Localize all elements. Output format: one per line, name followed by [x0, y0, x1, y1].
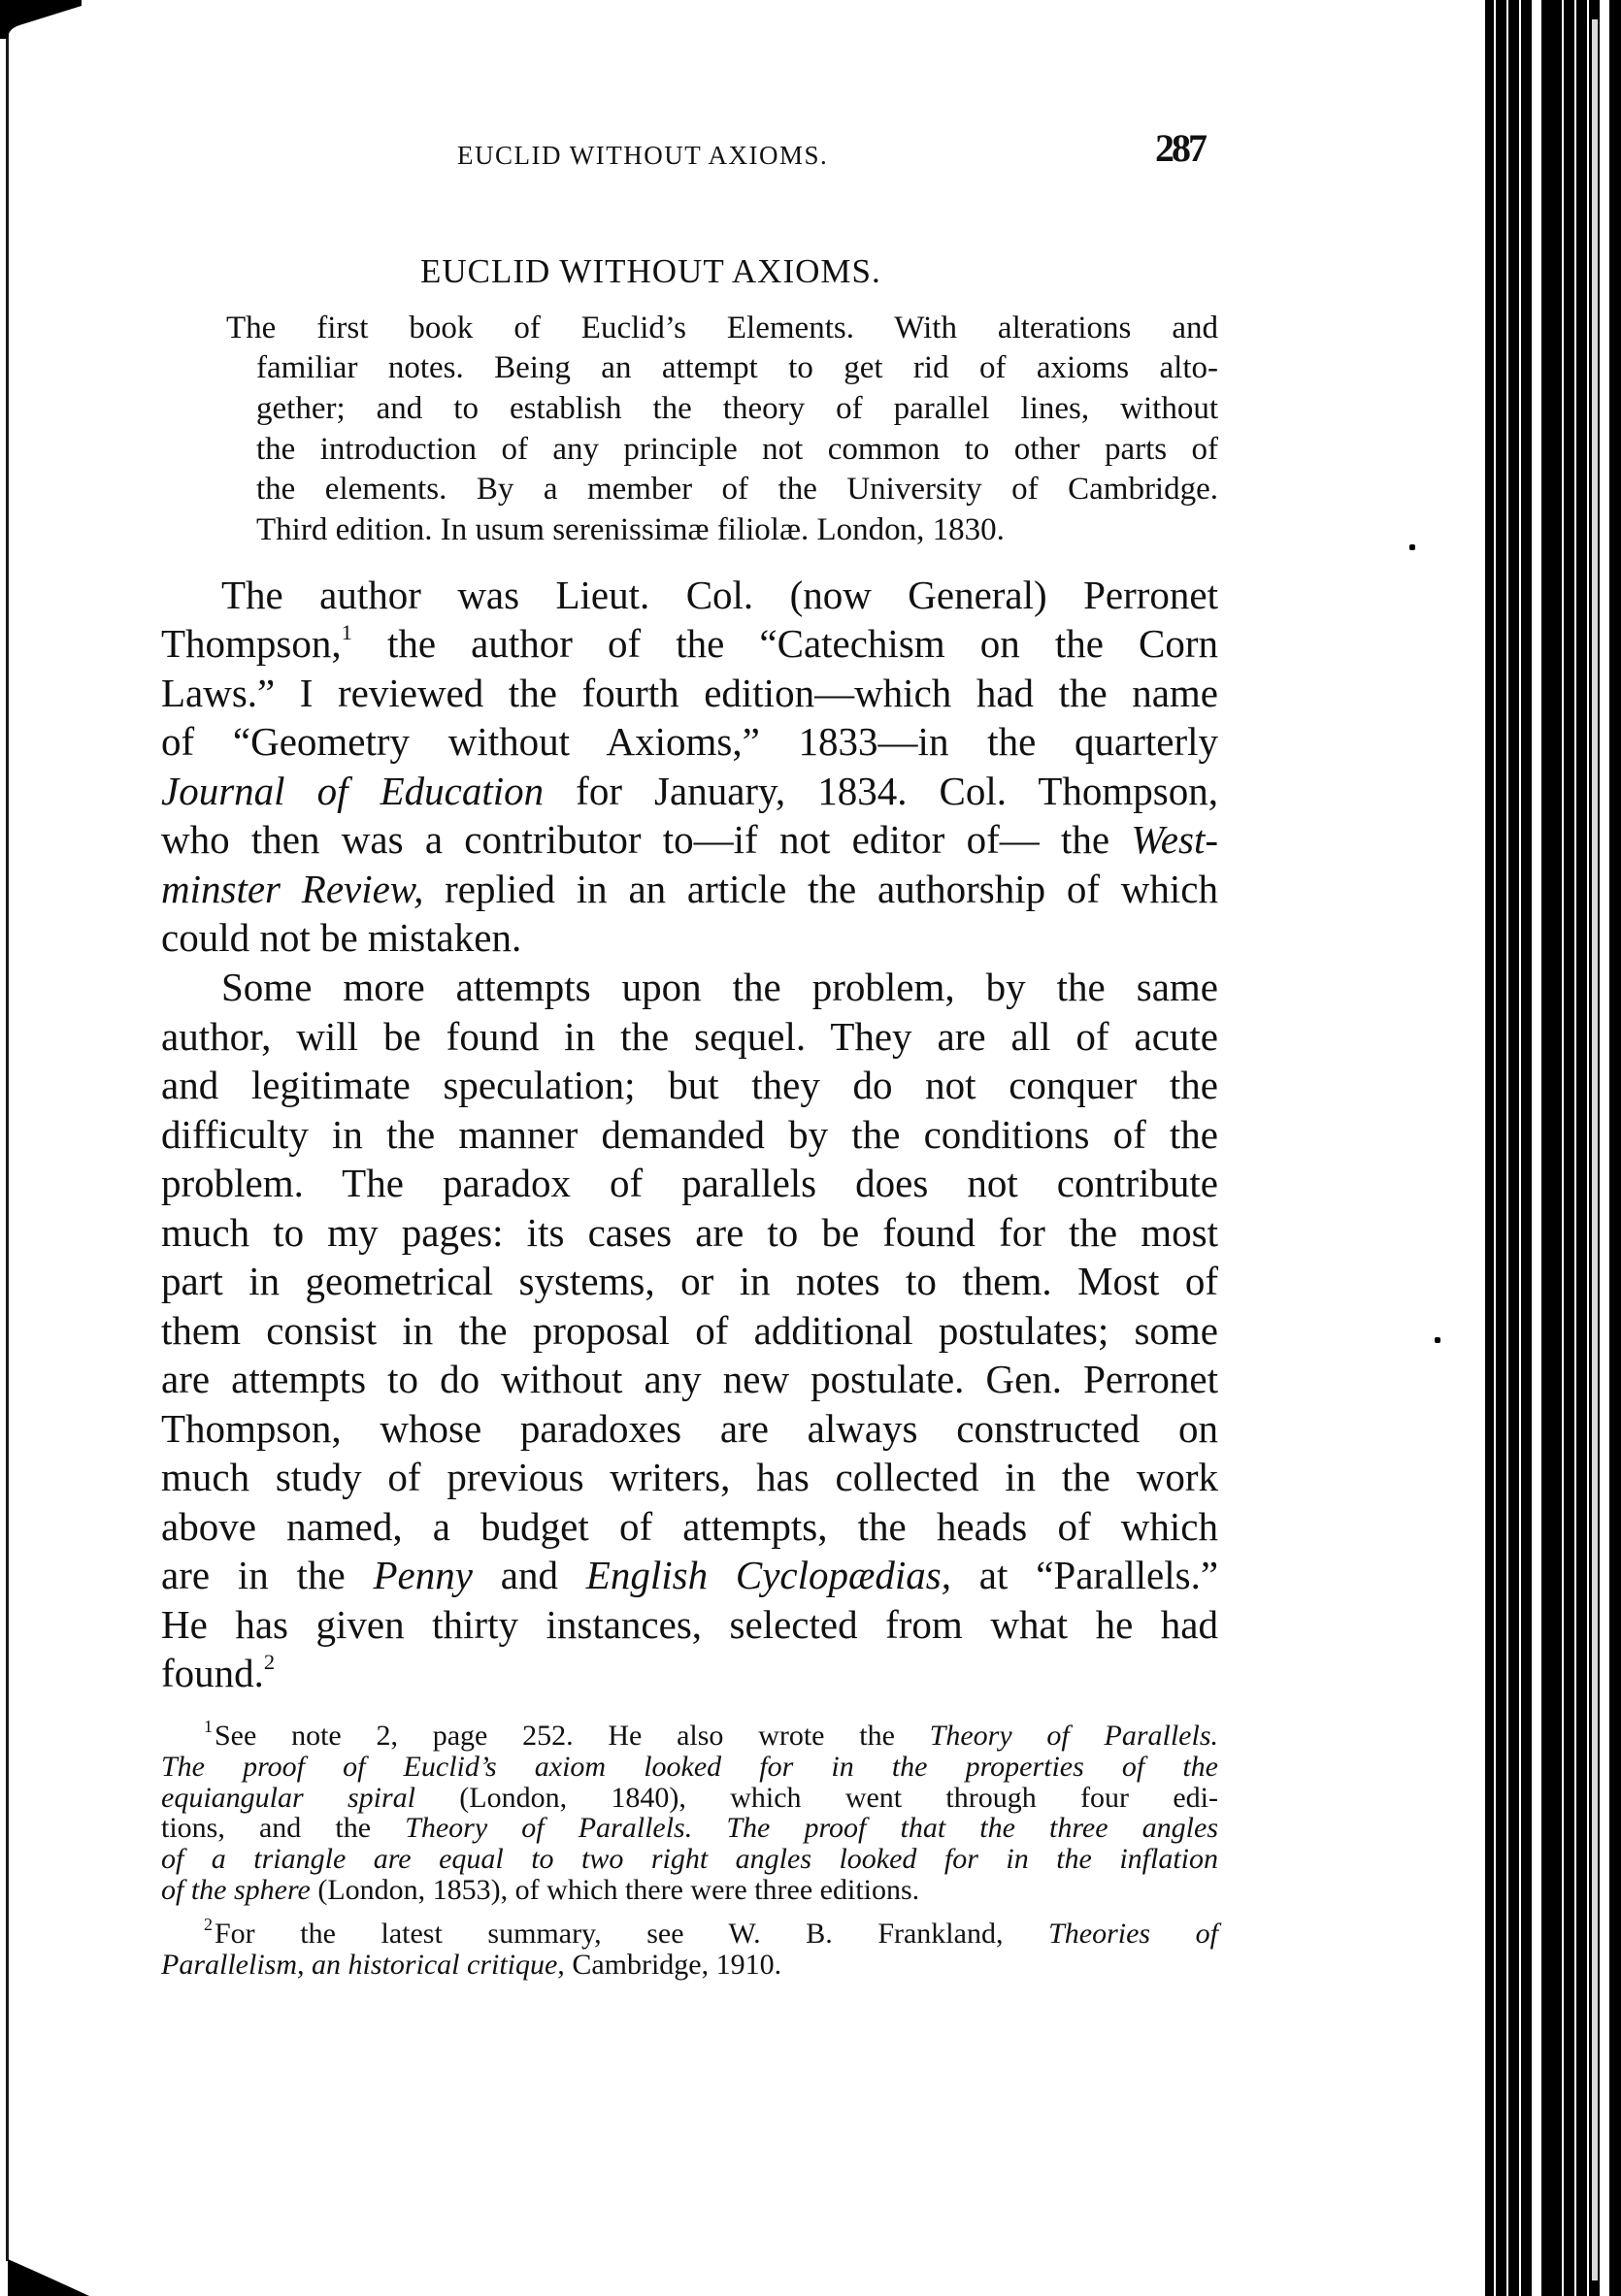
citation-line: The first book of Euclid’s Elements. With alterations and	[226, 311, 1218, 345]
body-line: author, will be found in the sequel. They are all of acute	[161, 1014, 1218, 1059]
book-spine-highlight	[1592, 19, 1598, 2280]
body-line: Laws.” I reviewed the fourth edition—which had the name	[161, 671, 1218, 715]
footnote-1-line: The proof of Euclid’s axiom looked for in the properties of the	[161, 1751, 1218, 1783]
body-line: found.$^2$	[161, 1649, 276, 1695]
body-line: Thompson,$^1$ the author of the “Catechism on the Corn	[161, 619, 1218, 666]
body-line: Thompson, whose paradoxes are always constructed on	[161, 1406, 1218, 1451]
citation-line: gether; and to establish the theory of parallel lines, without	[256, 391, 1218, 426]
citation-line: familiar notes. Being an attempt to get rid of axioms alto-	[256, 350, 1218, 385]
body-line: problem. The paradox of parallels does not contribute	[161, 1161, 1218, 1205]
footnote-1-line: equiangular spiral (London, 1840), which went through four edi-	[161, 1782, 1218, 1814]
body-line: who then was a contributor to—if not editor of— the West-	[161, 817, 1218, 862]
scan-speck	[1435, 1337, 1440, 1343]
body-line: Some more attempts upon the problem, by the same	[221, 965, 1218, 1009]
footnote-marker-1: 1	[204, 1716, 213, 1736]
page-left-edge-line	[6, 29, 9, 2261]
body-line: much study of previous writers, has collected in the work	[161, 1455, 1218, 1499]
section-title: EUCLID WITHOUT AXIOMS.	[420, 252, 881, 290]
body-line: He has given thirty instances, selected from what he had	[161, 1602, 1218, 1647]
body-line: Journal of Education for January, 1834. Col. Thompson,	[161, 769, 1218, 813]
body-line: difficulty in the manner demanded by the conditions of the	[161, 1112, 1218, 1157]
body-line: above named, a budget of attempts, the heads of which	[161, 1504, 1218, 1549]
body-line: are in the Penny and English Cyclopædias, at “Parallels.”	[161, 1553, 1219, 1597]
scan-corner-top-left	[0, 0, 87, 39]
footnote-ref-2[interactable]: 2	[263, 1649, 276, 1674]
body-line: are attempts to do without any new postulate. Gen. Perronet	[161, 1357, 1218, 1401]
body-line: minster Review, replied in an article the authorship of which	[161, 867, 1218, 911]
citation-line: Third edition. In usum serenissimæ filiolæ. London, 1830.	[256, 512, 1005, 547]
citation-line: the elements. By a member of the University of Cambridge.	[256, 472, 1218, 507]
page-number: 287	[1155, 126, 1205, 170]
footnote-marker-2: 2	[204, 1914, 213, 1934]
body-line: them consist in the proposal of additional postulates; some	[161, 1308, 1218, 1353]
book-spine-shadow	[1485, 0, 1621, 2296]
body-line: could not be mistaken.	[161, 915, 522, 960]
footnote-1-line: tions, and the Theory of Parallels. The proof that the three angles	[161, 1812, 1219, 1844]
body-line: part in geometrical systems, or in notes to them. Most of	[161, 1259, 1218, 1303]
running-header-title: EUCLID WITHOUT AXIOMS.	[457, 141, 829, 170]
footnote-1-line: of a triangle are equal to two right angles looked for in the inflation	[161, 1843, 1218, 1875]
body-line: and legitimate speculation; but they do not conquer the	[161, 1063, 1218, 1107]
body-line: The author was Lieut. Col. (now General) Perronet	[221, 573, 1218, 617]
scan-corner-bottom-left	[0, 2251, 92, 2296]
body-line: of “Geometry without Axioms,” 1833—in the quarterly	[161, 719, 1218, 764]
footnote-ref-1[interactable]: 1	[341, 619, 352, 644]
footnote-2-line: $^2$For the latest summary, see W. B. Frankland, Theories of	[204, 1914, 1218, 1950]
footnote-1-line: of the sphere (London, 1853), of which there were three editions.	[161, 1874, 920, 1906]
footnote-2-line: Parallelism, an historical critique, Cambridge, 1910.	[161, 1949, 782, 1981]
body-line: much to my pages: its cases are to be found for the most	[161, 1210, 1218, 1255]
citation-line: the introduction of any principle not common to other parts of	[256, 432, 1218, 467]
scan-speck	[1409, 544, 1415, 550]
footnote-1-line: $^1$See note 2, page 252. He also wrote the Theory of Parallels.	[204, 1716, 1219, 1752]
